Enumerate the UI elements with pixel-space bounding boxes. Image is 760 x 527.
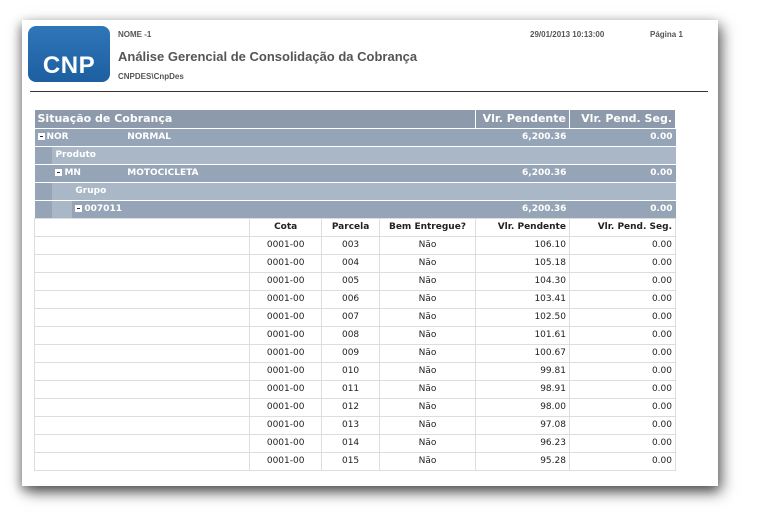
vlr-pend-seg-cell: 0.00 (569, 308, 675, 326)
bem-entregue-cell: Não (380, 434, 476, 452)
situacao-code-cell (35, 128, 125, 146)
parcela-cell: 005 (322, 272, 380, 290)
col-vlr-pend-seg: Vlr. Pend. Seg. (569, 218, 675, 236)
blank-cell (35, 272, 250, 290)
col-bem-entregue: Bem Entregue? (380, 218, 476, 236)
bem-entregue-cell: Não (380, 452, 476, 470)
indent-cell (35, 164, 53, 182)
detail-column-headers (35, 218, 676, 236)
vlr-pend-seg-cell: 0.00 (569, 452, 675, 470)
logo-text: CNP (42, 52, 96, 79)
vlr-pend-seg-cell: 0.00 (569, 326, 675, 344)
indent-cell (35, 146, 53, 164)
parcela-cell: 007 (322, 308, 380, 326)
blank-cell (35, 416, 250, 434)
bem-entregue-cell: Não (380, 398, 476, 416)
table-row (35, 398, 676, 416)
table-row (35, 434, 676, 452)
produto-vlr-pend-seg: 0.00 (569, 164, 675, 182)
vlr-pend-seg-cell: 0.00 (569, 272, 675, 290)
collapse-toggle-icon[interactable] (55, 169, 62, 176)
table-row (35, 254, 676, 272)
grupo-code: 007011 (84, 204, 122, 214)
table-row (35, 236, 676, 254)
vlr-pend-seg-cell: 0.00 (569, 398, 675, 416)
cota-cell: 0001-00 (250, 380, 322, 398)
situacao-vlr-pendente: 6,200.36 (475, 128, 569, 146)
cnp-logo (28, 26, 110, 82)
table-row (35, 362, 676, 380)
produto-vlr-pendente: 6,200.36 (475, 164, 569, 182)
header-vlr-pend-seg: Vlr. Pend. Seg. (569, 110, 675, 128)
blank-cell (35, 254, 250, 272)
vlr-pendente-cell: 104.30 (475, 272, 569, 290)
col-cota: Cota (250, 218, 322, 236)
vlr-pend-seg-cell: 0.00 (569, 290, 675, 308)
blank-header-cell (35, 218, 250, 236)
parcela-cell: 003 (322, 236, 380, 254)
indent-cell (52, 200, 72, 218)
col-parcela: Parcela (322, 218, 380, 236)
table-row (35, 380, 676, 398)
blank-cell (35, 344, 250, 362)
grupo-label: Grupo (72, 182, 675, 200)
vlr-pendente-cell: 106.10 (475, 236, 569, 254)
vlr-pend-seg-cell: 0.00 (569, 434, 675, 452)
bem-entregue-cell: Não (380, 380, 476, 398)
collapse-toggle-icon[interactable] (75, 205, 82, 212)
blank-cell (35, 362, 250, 380)
bem-entregue-cell: Não (380, 236, 476, 254)
vlr-pendente-cell: 105.18 (475, 254, 569, 272)
vlr-pendente-cell: 95.28 (475, 452, 569, 470)
produto-name: MOTOCICLETA (124, 164, 475, 182)
table-row (35, 344, 676, 362)
vlr-pend-seg-cell: 0.00 (569, 344, 675, 362)
situacao-vlr-pend-seg: 0.00 (569, 128, 675, 146)
vlr-pend-seg-cell: 0.00 (569, 380, 675, 398)
cota-cell: 0001-00 (250, 236, 322, 254)
bem-entregue-cell: Não (380, 272, 476, 290)
cota-cell: 0001-00 (250, 308, 322, 326)
blank-cell (35, 452, 250, 470)
table-row (35, 326, 676, 344)
parcela-cell: 006 (322, 290, 380, 308)
group-row-situacao (35, 128, 676, 146)
vlr-pendente-cell: 98.00 (475, 398, 569, 416)
situacao-code: NOR (46, 132, 69, 142)
bem-entregue-cell: Não (380, 362, 476, 380)
report-datetime: 29/01/2013 10:13:00 (530, 30, 605, 39)
vlr-pendente-cell: 98.91 (475, 380, 569, 398)
table-row (35, 272, 676, 290)
cota-cell: 0001-00 (250, 434, 322, 452)
produto-code-cell (52, 164, 124, 182)
cota-cell: 0001-00 (250, 344, 322, 362)
indent-cell (35, 200, 53, 218)
indent-cell (35, 182, 53, 200)
parcela-cell: 013 (322, 416, 380, 434)
blank-cell (35, 236, 250, 254)
detail-rows (35, 236, 676, 470)
parcela-cell: 011 (322, 380, 380, 398)
vlr-pendente-cell: 100.67 (475, 344, 569, 362)
cota-cell: 0001-00 (250, 362, 322, 380)
table-header-row (35, 110, 676, 128)
group-row-grupo (35, 200, 676, 218)
parcela-cell: 004 (322, 254, 380, 272)
bem-entregue-cell: Não (380, 344, 476, 362)
produto-label-row (35, 146, 676, 164)
parcela-cell: 008 (322, 326, 380, 344)
parcela-cell: 010 (322, 362, 380, 380)
parcela-cell: 009 (322, 344, 380, 362)
cota-cell: 0001-00 (250, 398, 322, 416)
grupo-vlr-pend-seg: 0.00 (569, 200, 675, 218)
bem-entregue-cell: Não (380, 416, 476, 434)
vlr-pendente-cell: 102.50 (475, 308, 569, 326)
cota-cell: 0001-00 (250, 254, 322, 272)
table-row (35, 308, 676, 326)
parcela-cell: 012 (322, 398, 380, 416)
vlr-pend-seg-cell: 0.00 (569, 254, 675, 272)
header-situacao: Situação de Cobrança (35, 110, 476, 128)
bem-entregue-cell: Não (380, 308, 476, 326)
grupo-code-cell (72, 200, 475, 218)
blank-cell (35, 398, 250, 416)
group-row-produto (35, 164, 676, 182)
vlr-pendente-cell: 103.41 (475, 290, 569, 308)
blank-cell (35, 290, 250, 308)
cota-cell: 0001-00 (250, 416, 322, 434)
parcela-cell: 015 (322, 452, 380, 470)
cota-cell: 0001-00 (250, 326, 322, 344)
blank-cell (35, 380, 250, 398)
header-vlr-pendente: Vlr. Pendente (475, 110, 569, 128)
bem-entregue-cell: Não (380, 326, 476, 344)
report-title: Análise Gerencial de Consolidação da Cobrança (118, 49, 418, 64)
report-subtitle: CNPDES\CnpDes (118, 72, 184, 81)
vlr-pend-seg-cell: 0.00 (569, 416, 675, 434)
cota-cell: 0001-00 (250, 452, 322, 470)
header-divider (30, 91, 708, 92)
table-row (35, 416, 676, 434)
vlr-pendente-cell: 99.81 (475, 362, 569, 380)
grupo-vlr-pendente: 6,200.36 (475, 200, 569, 218)
blank-cell (35, 434, 250, 452)
report-table (34, 110, 676, 471)
parcela-cell: 014 (322, 434, 380, 452)
collapse-toggle-icon[interactable] (38, 133, 45, 140)
bem-entregue-cell: Não (380, 254, 476, 272)
vlr-pendente-cell: 101.61 (475, 326, 569, 344)
bem-entregue-cell: Não (380, 290, 476, 308)
table-row (35, 290, 676, 308)
cota-cell: 0001-00 (250, 272, 322, 290)
table-row (35, 452, 676, 470)
situacao-name: NORMAL (124, 128, 475, 146)
vlr-pendente-cell: 96.23 (475, 434, 569, 452)
col-vlr-pendente: Vlr. Pendente (475, 218, 569, 236)
indent-cell (52, 182, 72, 200)
report-page (22, 20, 718, 486)
vlr-pend-seg-cell: 0.00 (569, 236, 675, 254)
blank-cell (35, 326, 250, 344)
report-user-name: NOME -1 (118, 30, 152, 39)
produto-code: MN (64, 168, 81, 178)
produto-label: Produto (52, 146, 675, 164)
vlr-pendente-cell: 97.08 (475, 416, 569, 434)
blank-cell (35, 308, 250, 326)
cota-cell: 0001-00 (250, 290, 322, 308)
vlr-pend-seg-cell: 0.00 (569, 362, 675, 380)
page-number: Página 1 (650, 30, 683, 39)
grupo-label-row (35, 182, 676, 200)
